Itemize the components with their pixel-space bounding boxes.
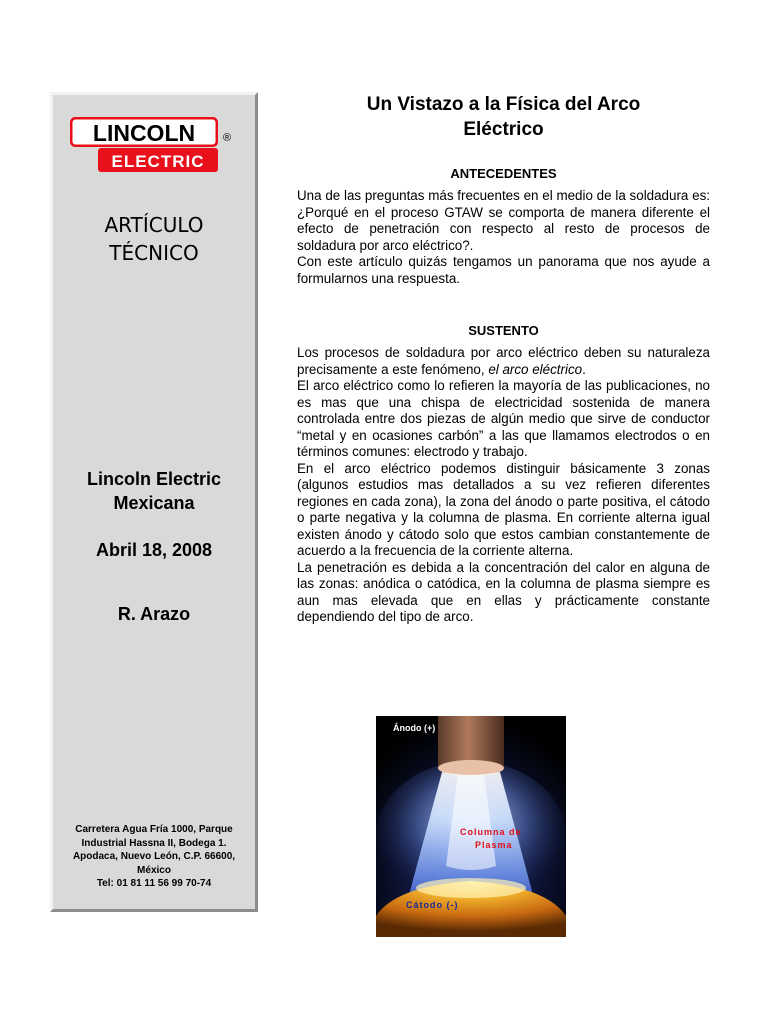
arc-plasma-figure [376, 716, 566, 937]
lincoln-electric-logo [70, 117, 240, 179]
company-name-line1: Lincoln Electric [86, 469, 222, 489]
address-phone: Tel: 01 81 11 56 99 70-74 [96, 878, 212, 889]
sidebar-panel [50, 92, 258, 912]
article-type-line1: ARTÍCULO [104, 213, 204, 237]
logo-registered-mark: ® [222, 132, 232, 144]
paragraph: El arco eléctrico como lo refieren la mayoría de las publicaciones, no es mas que una chispa de electricidad sostenida de manera controlada entre dos piezas de algún medio que sirve de conductor “metal y en ocasiones carbón” a las que llamamos electrodos o en términos comunes: electrodo y trabajo. [297, 378, 710, 459]
plasma-label-line2: Plasma [475, 840, 513, 850]
company-address [53, 823, 255, 891]
sustento-body [297, 345, 710, 626]
paragraph-text: . [582, 361, 586, 377]
address-line: Carretera Agua Fría 1000, Parque [75, 824, 233, 835]
logo-text-bottom: ELECTRIC [111, 152, 205, 171]
title-line1: Un Vistazo a la Física del Arco [366, 94, 641, 115]
emphasized-term: el arco eléctrico [488, 361, 583, 377]
author-name: R. Arazo [117, 604, 191, 624]
paragraph: Una de las preguntas más frecuentes en el medio de la soldadura es: ¿Porqué en el proceso GTAW se comporta de manera diferente el efecto de penetración con respecto al resto de procesos de soldadura por arco eléctrico?. [297, 188, 710, 253]
anode-label: Ánodo (+) [393, 723, 436, 733]
article-type-line2: TÉCNICO [109, 241, 199, 265]
paragraph: En el arco eléctrico podemos distinguir básicamente 3 zonas (algunos estudios mas detallados a su vez refieren diferentes regiones en cada zona), la zona del ánodo o parte positiva, el cátodo o parte negativa y la columna de plasma. En corriente alterna igual existen ánodo y cátodo solo que estos cambian constantemente de acuerdo a la frecuencia de la corriente alterna. [297, 460, 710, 558]
plasma-label-line1: Columna de [460, 827, 522, 837]
address-line: México [137, 864, 171, 876]
logo-text-top: LINCOLN [92, 120, 196, 146]
section-heading-sustento: SUSTENTO [468, 323, 539, 338]
cathode-label: Cátodo (-) [406, 900, 459, 910]
paragraph-text: Los procesos de soldadura por arco eléctrico deben su naturaleza precisamente a este fenómeno, [297, 345, 710, 377]
article-title [297, 92, 710, 142]
company-name-line2: Mexicana [113, 493, 195, 513]
section-heading-antecedentes: ANTECEDENTES [450, 166, 557, 181]
publication-date: Abril 18, 2008 [95, 540, 213, 560]
address-line: Industrial Hassna II, Bodega 1. [81, 837, 227, 849]
paragraph: La penetración es debida a la concentración del calor en alguna de las zonas: anódica o catódica, en la columna de plasma siempre es aun mas elevada que en ellas y prácticamente constante dependiendo del tipo de arco. [297, 559, 710, 624]
antecedentes-body [297, 188, 710, 287]
paragraph [297, 345, 710, 378]
title-line2: Eléctrico [463, 119, 544, 140]
paragraph: Con este artículo quizás tengamos un panorama que nos ayude a formularnos una respuesta. [297, 254, 710, 286]
address-line: Apodaca, Nuevo León, C.P. 66600, [72, 851, 236, 862]
